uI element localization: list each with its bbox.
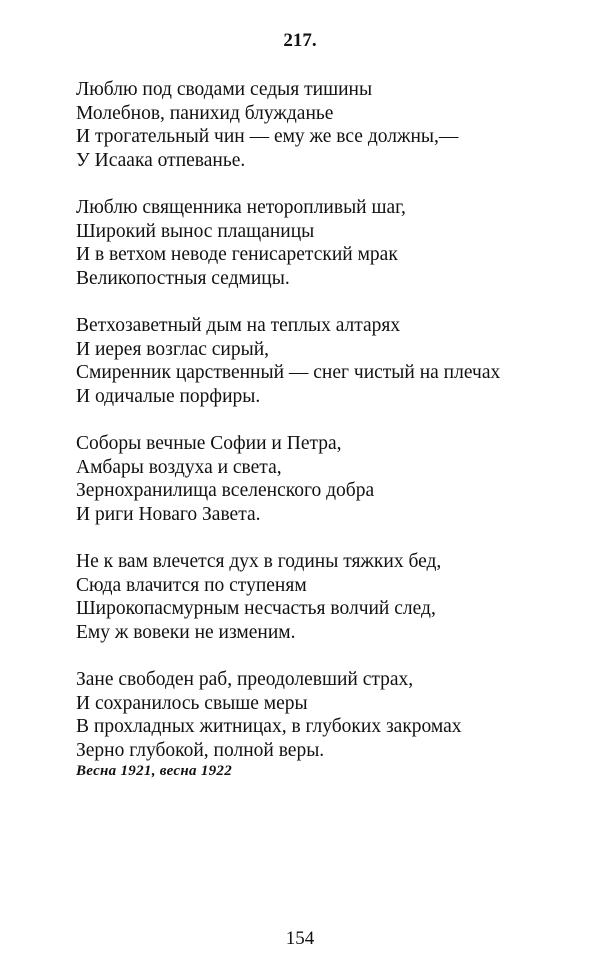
poem-line: Смиренник царственный — снег чистый на плечах [76,362,501,383]
poem-line: И одичалые порфиры. [76,385,261,407]
poem-line: Не к вам влечется дух в годины тяжких бед, [76,551,442,572]
poem-line: Сюда влачится по ступеням [76,574,307,596]
page-number: 154 [285,928,315,949]
poem-line: И трогательный чин — ему же все должны,— [76,126,459,147]
poem-line: Зерно глубокой, полной веры. [76,739,325,761]
poem-line: Зане свободен раб, преодолевший страх, [76,669,414,690]
poem-number: 217. [283,30,317,51]
poem-body [76,78,576,786]
poem-line: Широкий вынос плащаницы [76,220,315,242]
stanza [76,550,576,644]
stanza [76,668,576,762]
poem-line: Люблю священника неторопливый шаг, [76,197,406,218]
poem-line: И риги Новаго Завета. [76,503,261,525]
stanza [76,78,576,172]
poem-line: И в ветхом неводе генисаретский мрак [76,244,398,265]
poem-line: В прохладных житницах, в глубоких закромах [76,716,462,737]
poem-date: Весна 1921, весна 1922 [76,763,233,779]
poem-line: И сохранилось свыше меры [76,692,308,714]
poem-line: Великопостныя седмицы. [76,267,290,289]
poem-line: Широкопасмурным несчастья волчий след, [76,598,436,619]
poem-line: Ему ж вовеки не изменим. [76,621,296,643]
poem-line: У Исаака отпеванье. [76,149,246,171]
stanza [76,432,576,526]
poem-line: И иерея возглас сирый, [76,338,270,360]
poem-line: Амбары воздуха и света, [76,456,282,478]
poem-line: Ветхозаветный дым на теплых алтарях [76,315,401,336]
stanza [76,196,576,290]
poem-line: Люблю под сводами седыя тишины [76,79,373,100]
poem-line: Зернохранилища вселенского добра [76,480,375,501]
poem-line: Соборы вечные Софии и Петра, [76,433,342,454]
poem-line: Молебнов, панихид блужданье [76,102,334,124]
stanza [76,314,576,408]
